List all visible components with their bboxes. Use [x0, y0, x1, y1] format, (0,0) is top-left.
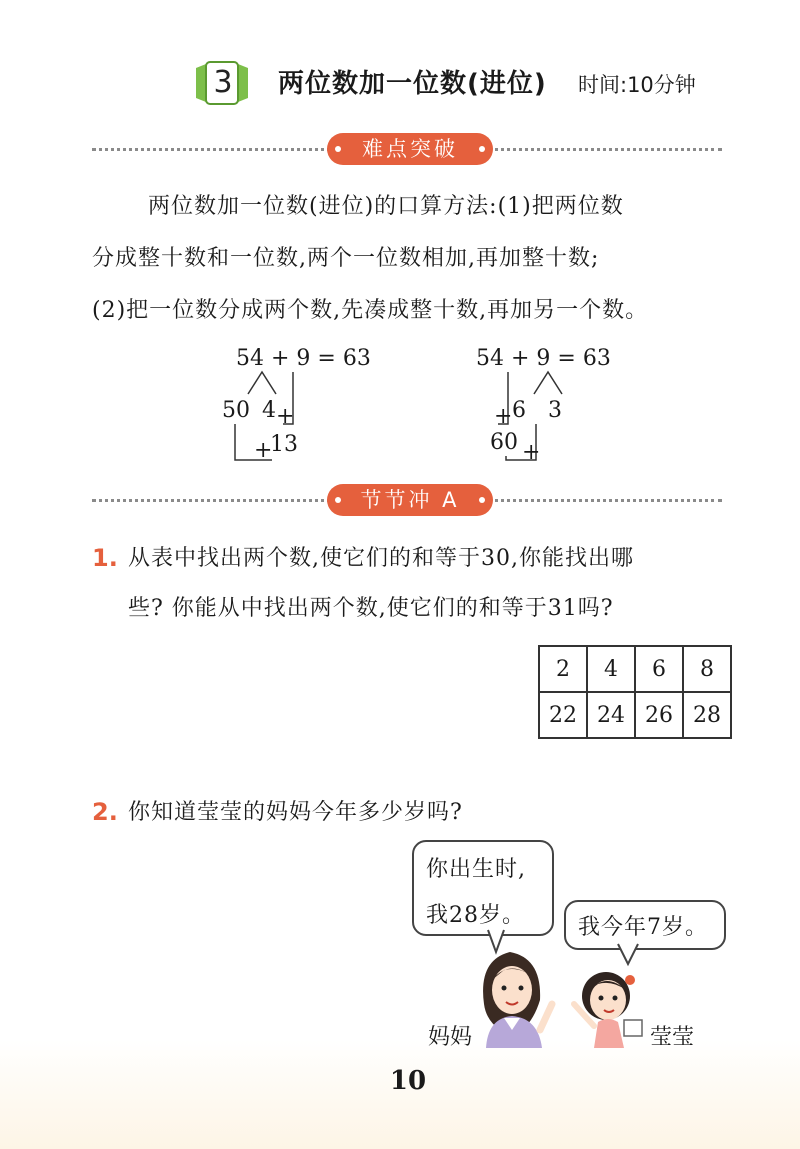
mom-bubble-line-1: 你出生时,: [426, 857, 526, 882]
section-title-practice: 节节冲 A: [327, 484, 493, 516]
girl-label: 莹莹: [650, 1025, 695, 1050]
table-cell: 28: [683, 692, 731, 738]
question-1-line-1: 从表中找出两个数,使它们的和等于30,你能找出哪: [128, 546, 634, 571]
girl-figure: [574, 972, 642, 1048]
table-cell: 26: [635, 692, 683, 738]
question-2-number: 2.: [92, 798, 118, 826]
mom-label: 妈妈: [428, 1025, 473, 1050]
left-plus-mark-2: +: [254, 438, 273, 463]
girl-bubble-text: 我今年7岁。: [578, 915, 708, 940]
lesson-number: 3: [213, 65, 233, 100]
lesson-title: 两位数加一位数(进位): [278, 69, 547, 99]
left-split-ones: 4: [262, 398, 276, 423]
section-title-difficulty: 难点突破: [327, 133, 493, 165]
right-equation: 54 + 9 = 63: [476, 346, 611, 371]
table-cell: 6: [635, 646, 683, 692]
table-cell: 8: [683, 646, 731, 692]
intro-line-2: 分成整十数和一位数,两个一位数相加,再加整十数;: [92, 246, 600, 271]
right-split-b: 3: [548, 398, 562, 423]
right-partial-sum: 60: [490, 430, 518, 455]
question-1-line-2: 些? 你能从中找出两个数,使它们的和等于31吗?: [128, 596, 614, 621]
left-partial-sum: 13: [270, 432, 298, 457]
question-1-number: 1.: [92, 544, 118, 572]
right-plus-mark-2: +: [522, 440, 541, 465]
time-label: 时间:10分钟: [578, 73, 696, 97]
table-cell: 22: [539, 692, 587, 738]
question-2-text: 你知道莹莹的妈妈今年多少岁吗?: [128, 800, 463, 825]
right-split-a: 6: [512, 398, 526, 423]
page-number: 10: [389, 1066, 427, 1096]
right-plus-mark: +: [494, 404, 513, 429]
intro-line-3: (2)把一位数分成两个数,先凑成整十数,再加另一个数。: [92, 298, 649, 323]
left-split-tens: 50: [222, 398, 250, 423]
mom-bubble-line-2: 我28岁。: [426, 903, 525, 928]
table-cell: 2: [539, 646, 587, 692]
intro-line-1: 两位数加一位数(进位)的口算方法:(1)把两位数: [148, 194, 624, 219]
mom-figure: [483, 952, 552, 1048]
table-cell: 4: [587, 646, 635, 692]
left-plus-mark: +: [276, 404, 295, 429]
table-cell: 24: [587, 692, 635, 738]
left-equation: 54 + 9 = 63: [236, 346, 371, 371]
